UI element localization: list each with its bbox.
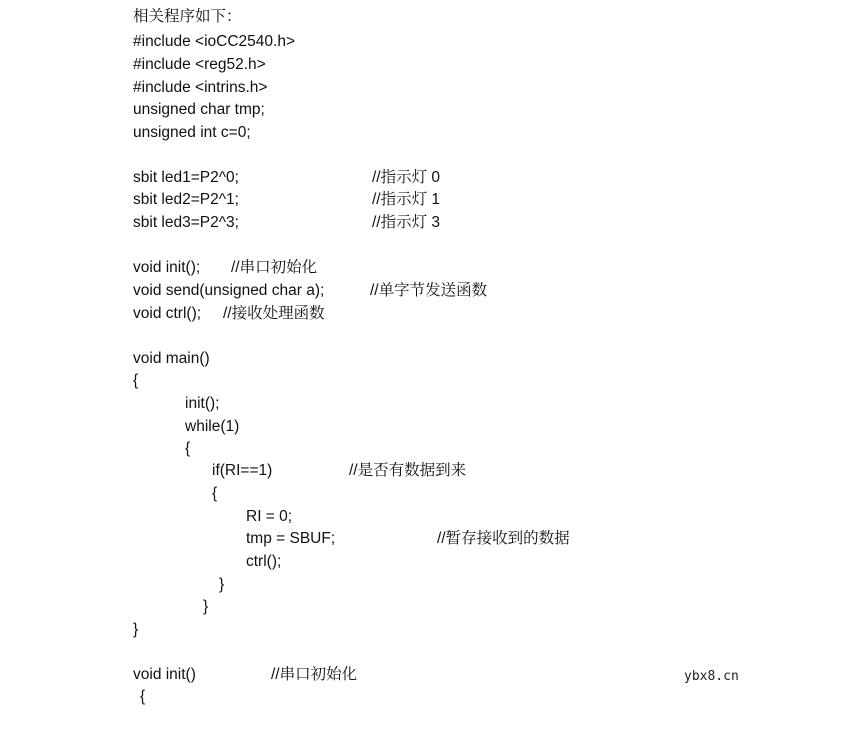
- code-text: void send(unsigned char a);: [133, 282, 325, 299]
- code-text: 相关程序如下：: [133, 8, 242, 25]
- code-comment: //指示灯 0: [372, 169, 441, 186]
- code-text: RI = 0;: [246, 508, 293, 525]
- code-text: sbit led2=P2^1;: [133, 191, 239, 208]
- code-text: void main(): [133, 350, 210, 367]
- code-text: void ctrl();: [133, 305, 202, 322]
- code-text: void init();: [133, 259, 201, 276]
- code-text: }: [133, 621, 139, 638]
- code-line-10: [0, 212, 863, 234]
- code-text: sbit led1=P2^0;: [133, 169, 239, 186]
- code-comment: //指示灯 1: [372, 191, 441, 208]
- code-line-17: [0, 370, 863, 392]
- code-text: #include <intrins.h>: [133, 79, 268, 96]
- code-text: while(1): [185, 418, 240, 435]
- code-text: void init(): [133, 666, 196, 683]
- watermark-text: ybx8.cn: [684, 669, 739, 684]
- code-comment: //暂存接收到的数据: [437, 530, 570, 547]
- code-line-20: [0, 438, 863, 460]
- code-line-3: [0, 54, 863, 76]
- code-line-24: [0, 528, 863, 550]
- code-line-9: [0, 189, 863, 211]
- code-text: }: [219, 576, 225, 593]
- code-text: if(RI==1): [212, 462, 273, 479]
- code-line-4: [0, 77, 863, 99]
- code-line-27: [0, 596, 863, 618]
- code-line-22: [0, 483, 863, 505]
- code-text: unsigned char tmp;: [133, 101, 265, 118]
- code-line-2: [0, 31, 863, 53]
- code-line-1: [0, 6, 863, 28]
- code-text: sbit led3=P2^3;: [133, 214, 239, 231]
- code-line-23: [0, 506, 863, 528]
- code-text: tmp = SBUF;: [246, 530, 336, 547]
- code-text: {: [185, 440, 191, 457]
- code-line-26: [0, 574, 863, 596]
- code-line-25: [0, 551, 863, 573]
- code-line-13: [0, 280, 863, 302]
- code-text: {: [133, 372, 139, 389]
- code-line-16: [0, 348, 863, 370]
- code-text: {: [140, 688, 146, 705]
- code-line-14: [0, 303, 863, 325]
- code-line-31: [0, 686, 863, 708]
- code-line-18: [0, 393, 863, 415]
- code-line-6: [0, 122, 863, 144]
- code-comment: //指示灯 3: [372, 214, 441, 231]
- code-line-21: [0, 460, 863, 482]
- code-line-19: [0, 416, 863, 438]
- code-comment: //接收处理函数: [223, 305, 325, 322]
- code-comment: //是否有数据到来: [349, 462, 467, 479]
- code-text: #include <ioCC2540.h>: [133, 33, 296, 50]
- code-comment: //单字节发送函数: [370, 282, 488, 299]
- code-text: ctrl();: [246, 553, 282, 570]
- code-text: init();: [185, 395, 220, 412]
- code-line-28: [0, 619, 863, 641]
- code-line-12: [0, 257, 863, 279]
- code-text: #include <reg52.h>: [133, 56, 266, 73]
- code-line-5: [0, 99, 863, 121]
- code-text: unsigned int c=0;: [133, 124, 251, 141]
- code-comment: //串口初始化: [271, 666, 358, 683]
- code-text: {: [212, 485, 218, 502]
- code-text: }: [203, 598, 209, 615]
- code-comment: //串口初始化: [231, 259, 318, 276]
- code-line-8: [0, 167, 863, 189]
